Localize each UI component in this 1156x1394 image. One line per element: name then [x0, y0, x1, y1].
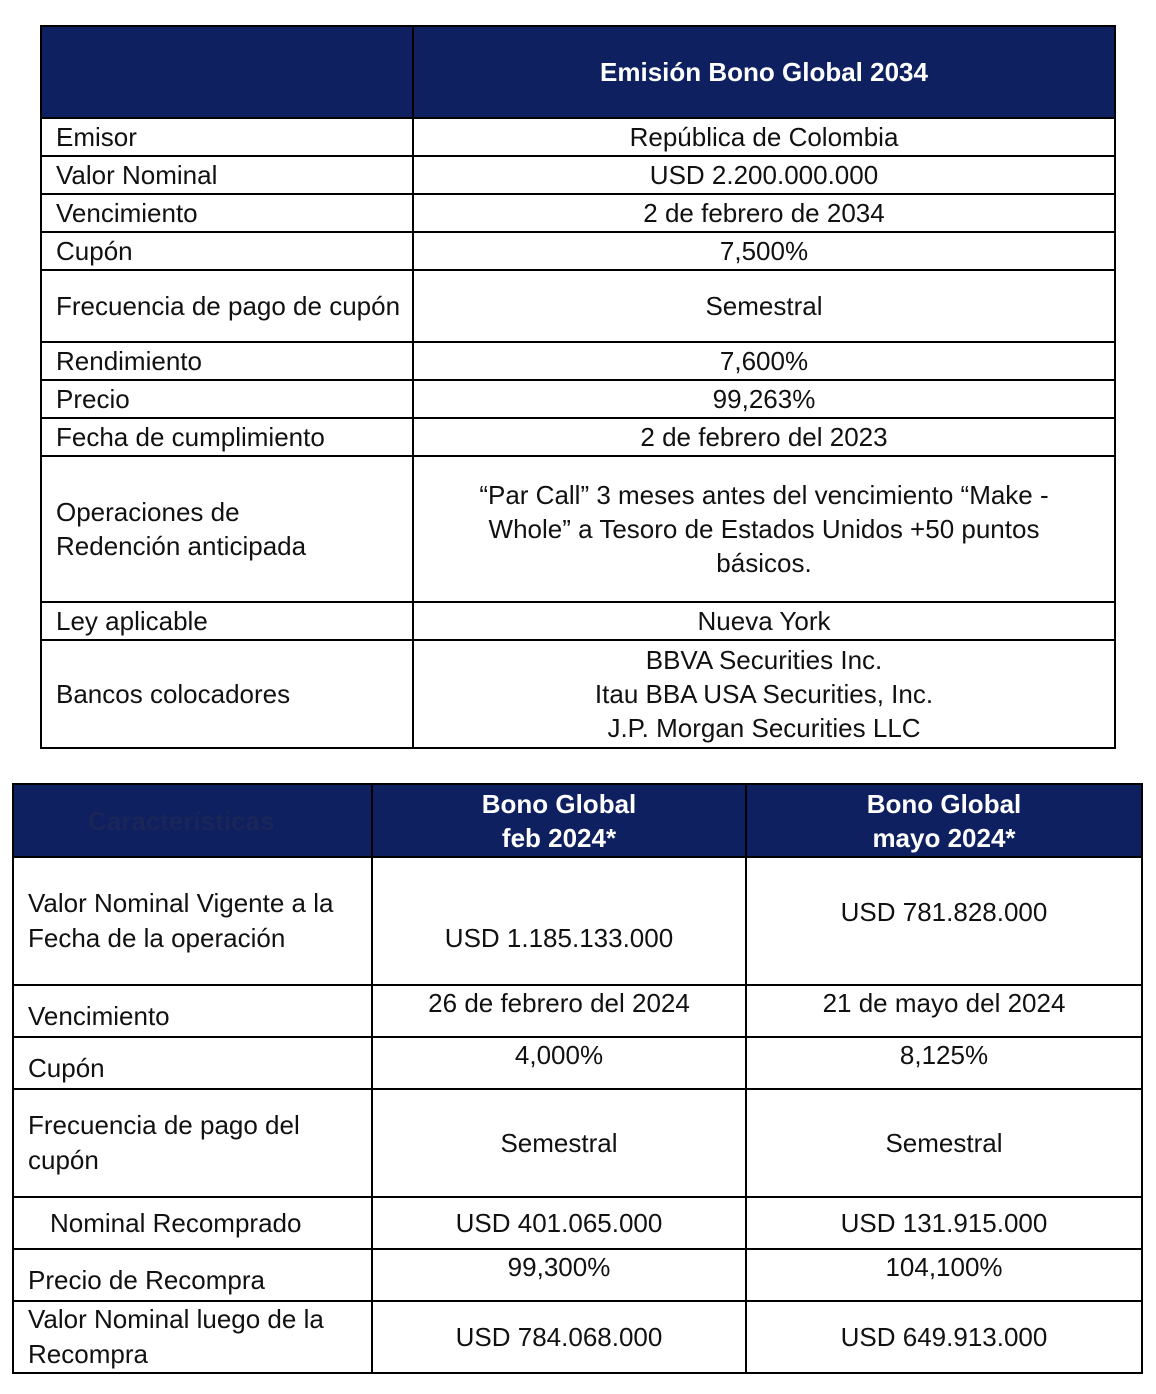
row-value-feb: 4,000% [372, 1037, 746, 1089]
row-value-mayo: USD 781.828.000 [746, 857, 1142, 985]
row-value-mayo: USD 649.913.000 [746, 1301, 1142, 1373]
row-value-feb: Semestral [372, 1089, 746, 1197]
row-value-mayo: Semestral [746, 1089, 1142, 1197]
header-bono-feb-2024 [372, 784, 746, 857]
row-label: Valor Nominal [41, 156, 413, 194]
row-label: Nominal Recomprado [13, 1197, 372, 1249]
row-value-mayo: 104,100% [746, 1249, 1142, 1301]
row-value: 2 de febrero del 2023 [413, 418, 1115, 456]
row-value: USD 2.200.000.000 [413, 156, 1115, 194]
row-label: Operaciones de Redención anticipada [41, 456, 413, 602]
underwriter-line: Itau BBA USA Securities, Inc. [594, 679, 934, 709]
row-label: Cupón [41, 232, 413, 270]
header-caracteristicas: Características [13, 784, 372, 857]
row-label: Rendimiento [41, 342, 413, 380]
header-bono-mayo-2024 [746, 784, 1142, 857]
row-value: República de Colombia [413, 118, 1115, 156]
row-value-feb: 26 de febrero del 2024 [372, 985, 746, 1037]
row-label: Bancos colocadores [41, 640, 413, 748]
row-value: 99,263% [413, 380, 1115, 418]
row-value: 7,600% [413, 342, 1115, 380]
row-value-mayo: USD 131.915.000 [746, 1197, 1142, 1249]
underwriter-line: BBVA Securities Inc. [645, 645, 883, 675]
row-label: Frecuencia de pago de cupón [41, 270, 413, 342]
row-value-feb: USD 784.068.000 [372, 1301, 746, 1373]
header-empty-cell [41, 26, 413, 118]
header-bono-mayo-2024-label: Bono Global mayo 2024* [866, 788, 1022, 853]
underwriters-cell [413, 640, 1115, 748]
header-bono-feb-2024-label: Bono Global feb 2024* [481, 788, 637, 853]
bond-issue-table [40, 25, 1116, 749]
row-label: Fecha de cumplimiento [41, 418, 413, 456]
row-value: 2 de febrero de 2034 [413, 194, 1115, 232]
row-value-feb: USD 401.065.000 [372, 1197, 746, 1249]
row-label: Vencimiento [41, 194, 413, 232]
buyback-table [12, 783, 1143, 1374]
row-label: Frecuencia de pago del cupón [13, 1089, 372, 1197]
row-label: Emisor [41, 118, 413, 156]
row-label: Valor Nominal Vigente a la Fecha de la operación [13, 857, 372, 985]
row-label: Ley aplicable [41, 602, 413, 640]
row-label: Precio [41, 380, 413, 418]
table1-title: Emisión Bono Global 2034 [413, 26, 1115, 118]
row-label: Cupón [13, 1037, 372, 1089]
row-value-feb: USD 1.185.133.000 [372, 857, 746, 985]
row-value-feb: 99,300% [372, 1249, 746, 1301]
row-value: Semestral [413, 270, 1115, 342]
row-label: Precio de Recompra [13, 1249, 372, 1301]
row-value-mayo: 21 de mayo del 2024 [746, 985, 1142, 1037]
row-value: 7,500% [413, 232, 1115, 270]
row-value: Nueva York [413, 602, 1115, 640]
row-value: “Par Call” 3 meses antes del vencimiento “Make - Whole” a Tesoro de Estados Unidos +50 puntos básicos. [413, 456, 1115, 602]
row-label: Vencimiento [13, 985, 372, 1037]
row-value-mayo: 8,125% [746, 1037, 1142, 1089]
underwriter-line: J.P. Morgan Securities LLC [607, 713, 921, 743]
row-label: Valor Nominal luego de la Recompra [13, 1301, 372, 1373]
